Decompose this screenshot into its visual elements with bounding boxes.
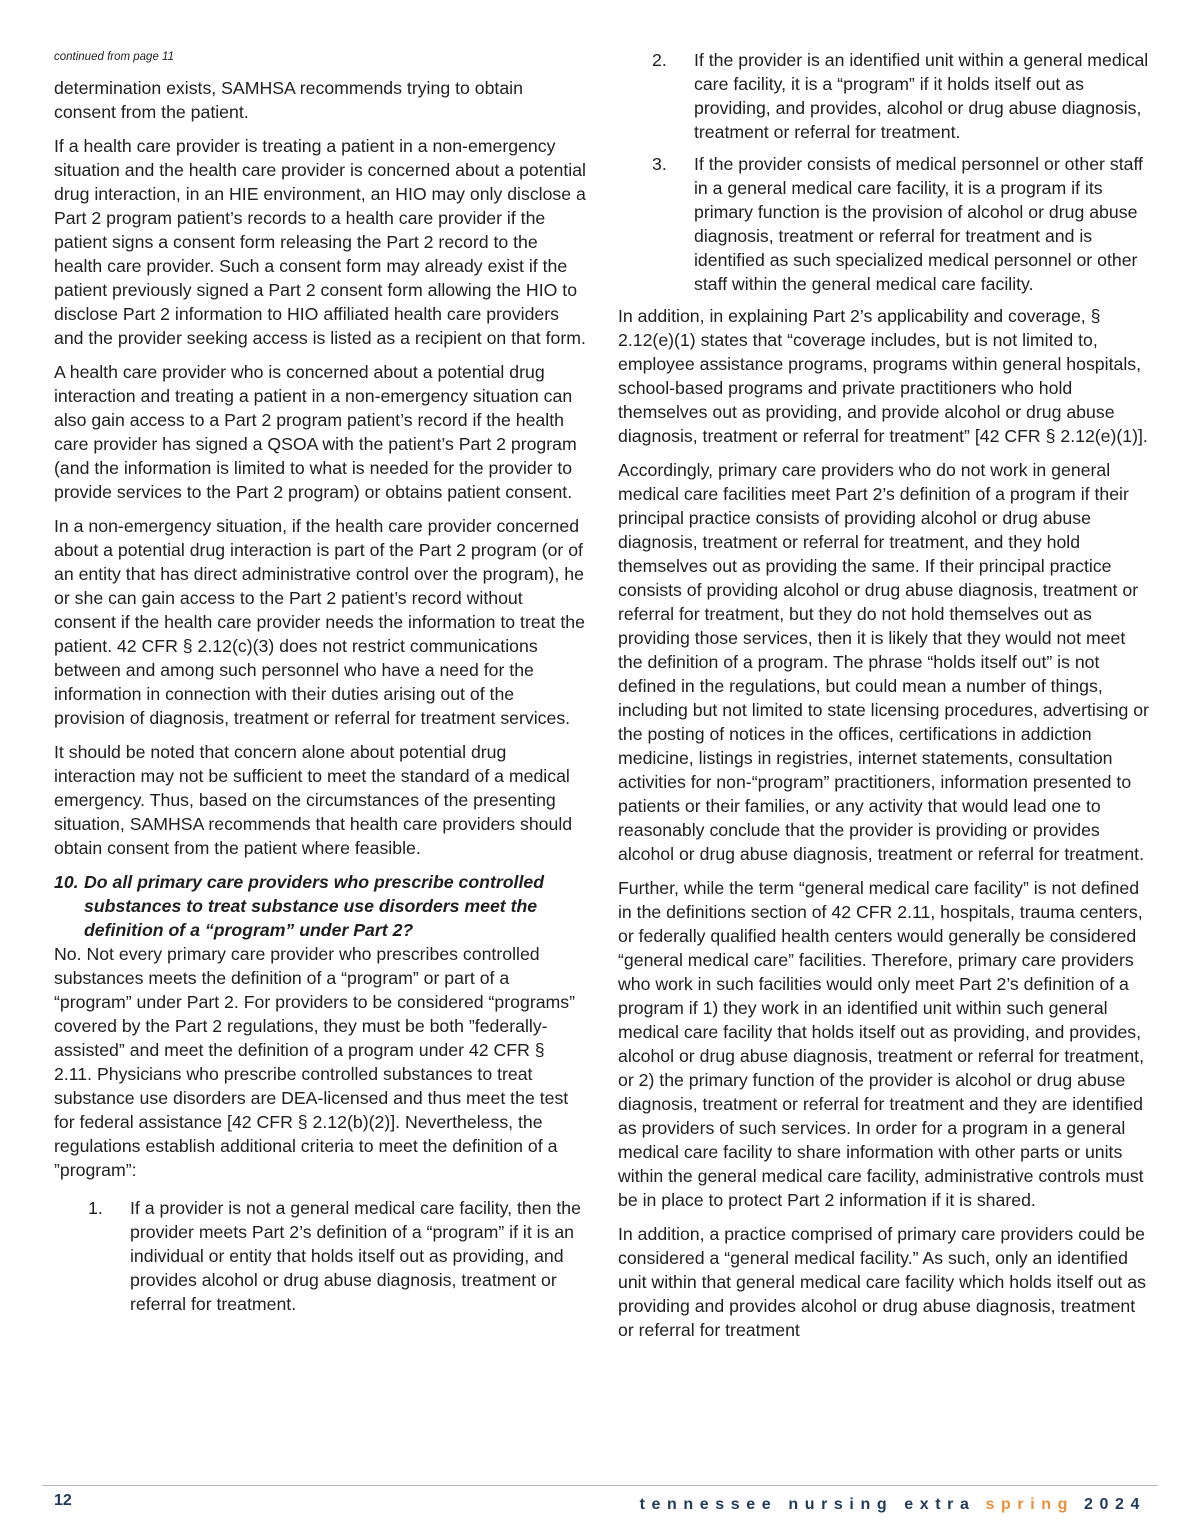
paragraph: In addition, in explaining Part 2’s applicability and coverage, § 2.12(e)(1) states that “coverage includes, but is not limited to, employee assistance programs, programs within general hospitals, school-based programs and private practitioners who hold themselves out as providing, and provide alcohol or drug abuse diagnosis, treatment or referral for treatment” [42 CFR § 2.12(e)(1)]. [618,306,1148,446]
list-item-number: 2. [652,50,667,70]
left-column [54,48,586,1324]
criteria-list [54,1196,586,1316]
paragraph: Accordingly, primary care providers who do not work in general medical care facilities meet Part 2’s definition of a program if their principal practice consists of providing alcohol or drug abuse diagnosis, treatment or referral for treatment, and they hold themselves out as providing the same. If their principal practice consists of providing alcohol or drug abuse diagnosis, treatment or referral for treatment, but they do not hold themselves out as providing those services, then it is likely that they would not meet the definition of a program. The phrase “holds itself out” is not defined in the regulations, but could mean a number of things, including but not limited to state licensing procedures, advertising or the posting of notices in the offices, certifications in addiction medicine, listings in registries, internet statements, consultation activities for non-“program” practitioners, information presented to patients or their families, or any activity that would lead one to reasonably conclude that the provider is providing or provides alcohol or drug abuse diagnosis, treatment or referral for treatment. [618,460,1149,864]
list-item-number: 3. [652,154,667,174]
page-number: 12 [54,1492,72,1509]
paragraph: In a non-emergency situation, if the health care provider concerned about a potential drug interaction is part of the Part 2 program (or of an entity that has direct administrative control over the program), he or she can gain access to the Part 2 patient’s record without consent if the health care provider needs the information to treat the patient. 42 CFR § 2.12(c)(3) does not restrict communications between and among such personnel who have a need for the information in connection with their duties arising out of the provision of diagnosis, treatment or referral for treatment services. [54,516,585,728]
question-number: 10. [54,872,79,892]
right-column [618,48,1152,1352]
paragraph: A health care provider who is concerned about a potential drug interaction and treating a patient in a non-emergency situation can also gain access to a Part 2 program patient’s record if the health care provider has signed a QSOA with the patient’s Part 2 program (and the information is limited to what is needed for the provider to provide services to the Part 2 program) or obtains patient consent. [54,362,577,502]
question-text: Do all primary care providers who prescribe controlled substances to treat substance use disorders meet the definition of a “program” under Part 2? [84,872,545,940]
paragraph: determination exists, SAMHSA recommends trying to obtain consent from the patient. [54,78,523,122]
paragraph: If a health care provider is treating a patient in a non-emergency situation and the health care provider is concerned about a potential drug interaction, in an HIE environment, an HIO may only disclose a Part 2 program patient’s records to a health care provider if the patient signs a consent form releasing the Part 2 record to the health care provider. Such a consent form may already exist if the patient previously signed a Part 2 consent form allowing the HIO to disclose Part 2 information to HIO affiliated health care providers and the provider seeking access is listed as a recipient on that form. [54,136,586,348]
list-item [618,152,1152,296]
publication-footer [640,1496,1146,1514]
continued-note: continued from page 11 [54,51,174,63]
list-item-text: If a provider is not a general medical care facility, then the provider meets Part 2’s definition of a “program” if it is an individual or entity that holds itself out as providing, and provides alcohol or drug abuse diagnosis, treatment or referral for treatment. [130,1198,581,1314]
paragraph: Further, while the term “general medical care facility” is not defined in the definitions section of 42 CFR 2.11, hospitals, trauma centers, or federally qualified health centers would generally be considered “general medical care” facilities. Therefore, primary care providers who work in such facilities would only meet Part 2’s definition of a program if 1) they work in an identified unit within such general medical care facility that holds itself out as providing, and provides, alcohol or drug abuse diagnosis, treatment or referral for treatment, or 2) the primary function of the provider is alcohol or drug abuse diagnosis, treatment or referral for treatment and they are identified as providers of such services. In order for a program in a general medical care facility to share information with other parts or units within the general medical care facility, administrative controls must be in place to protect Part 2 information if it is shared. [618,878,1144,1210]
list-item-text: If the provider consists of medical personnel or other staff in a general medical care facility, it is a program if its primary function is the provision of alcohol or drug abuse diagnosis, treatment or referral for treatment and is identified as such specialized medical personnel or other staff within the general medical care facility. [694,154,1143,294]
publication-season: spring [985,1496,1074,1513]
list-item [54,1196,586,1316]
publication-name: tennessee nursing extra [639,1496,976,1513]
footer-divider [42,1485,1158,1486]
publication-year: 2024 [1084,1496,1146,1513]
paragraph: It should be noted that concern alone about potential drug interaction may not be sufficient to meet the standard of a medical emergency. Thus, based on the circumstances of the presenting situation, SAMHSA recommends that health care providers should obtain consent from the patient where feasible. [54,742,573,858]
list-item-text: If the provider is an identified unit within a general medical care facility, it is a “program” if it holds itself out as providing, and provides, alcohol or drug abuse diagnosis, treatment or referral for treatment. [694,50,1149,142]
paragraph: In addition, a practice comprised of primary care providers could be considered a “general medical facility.” As such, only an identified unit within that general medical care facility which holds itself out as providing and provides alcohol or drug abuse diagnosis, treatment or referral for treatment [618,1224,1146,1340]
answer-paragraph: No. Not every primary care provider who prescribes controlled substances meets the definition of a “program” or part of a “program” under Part 2. For providers to be considered “programs” covered by the Part 2 regulations, they must be both ”federally-assisted” and meet the definition of a program under 42 CFR § 2.11. Physicians who prescribe controlled substances to treat substance use disorders are DEA-licensed and thus meet the test for federal assistance [42 CFR § 2.12(b)(2)]. Nevertheless, the regulations establish additional criteria to meet the definition of a ”program”: [54,944,576,1180]
list-item-number: 1. [88,1198,103,1218]
question-heading [54,870,586,942]
list-item [618,48,1152,144]
criteria-list-continued [618,48,1152,296]
